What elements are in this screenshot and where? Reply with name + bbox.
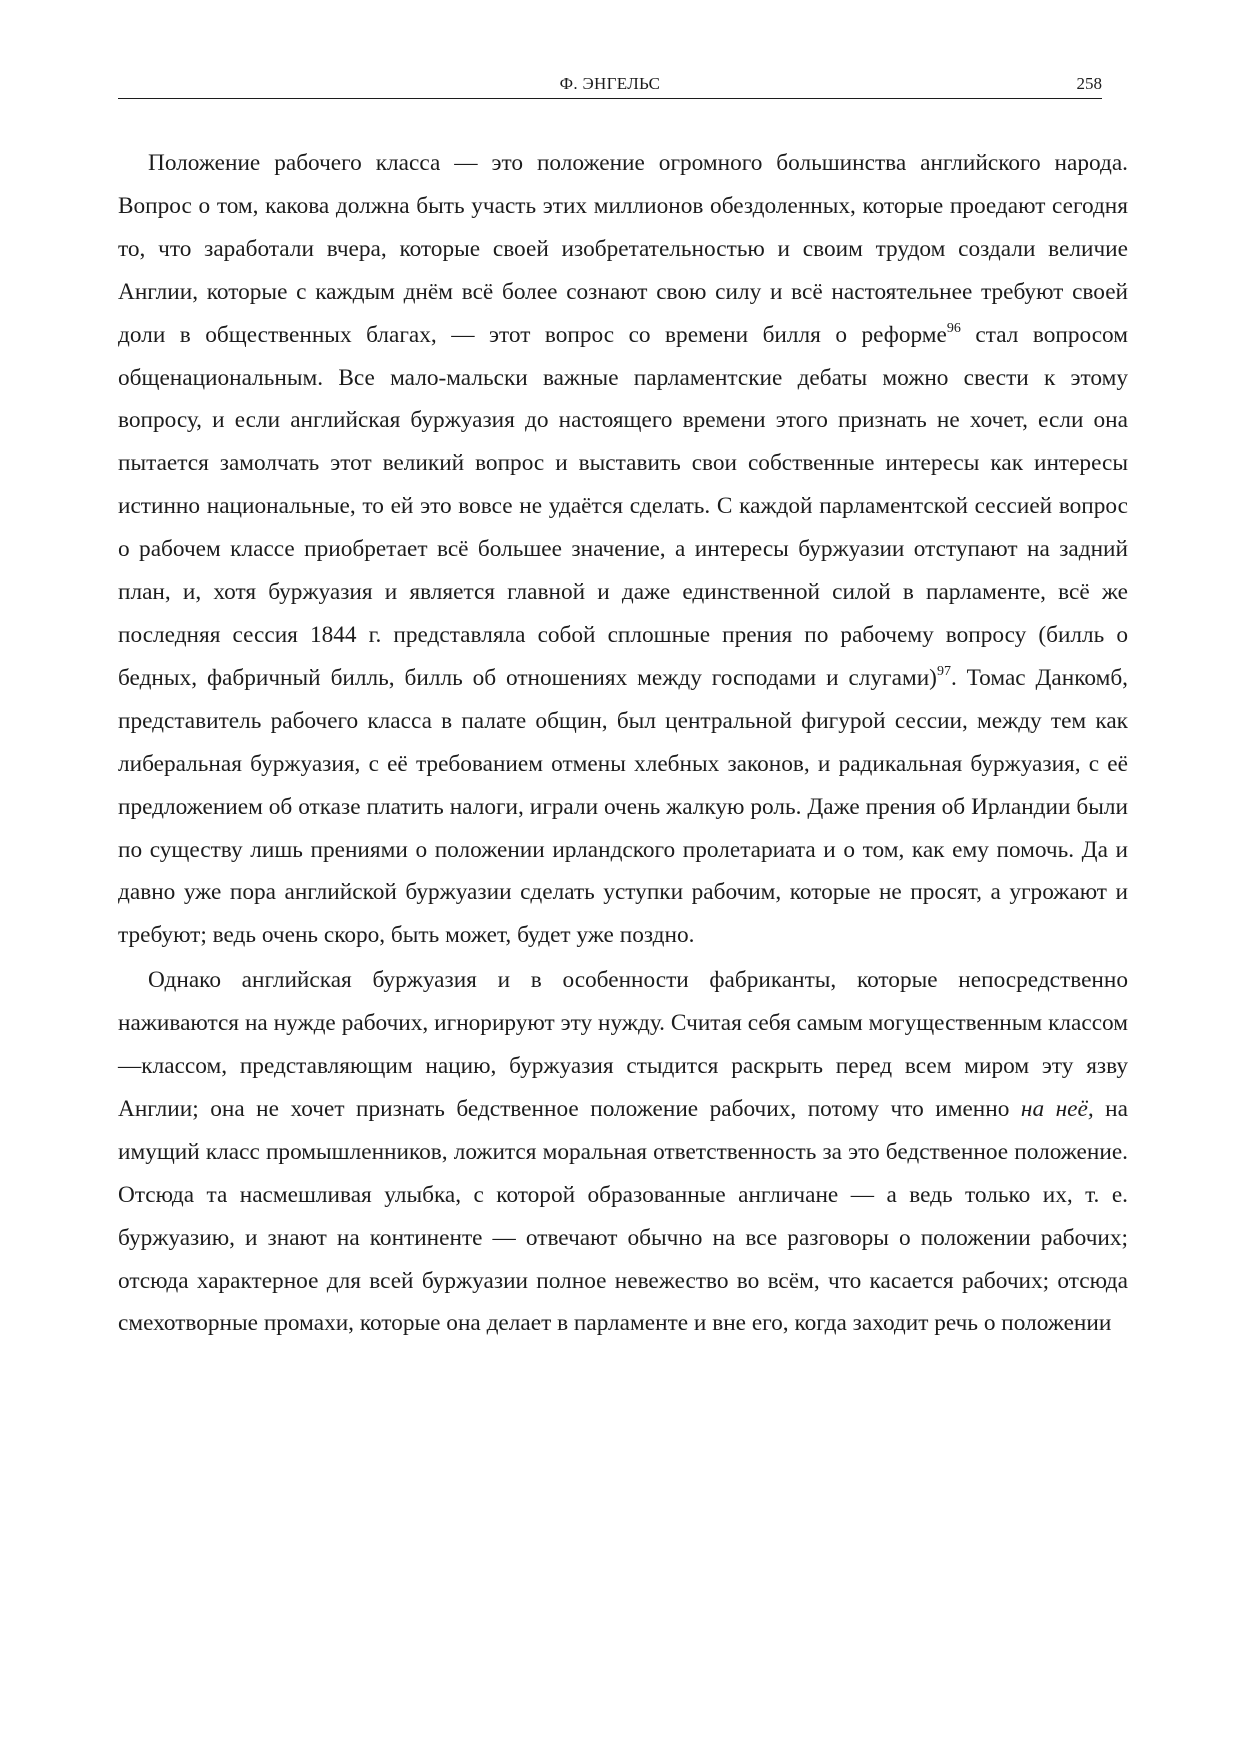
- body-text: [118, 142, 1128, 1345]
- running-header: [118, 70, 1102, 99]
- text-run: Однако английская буржуазия и в особенности фабриканты, которые непосредственно наживаются на нужде рабочих, игнорируют эту нужду. Считая себя самым могущественным классом—классом, представляющим нацию, буржуазия стыдится раскрыть перед всем миром эту язву Англии; она не хочет признать бедственное положение рабочих, потому что именно: [118, 967, 1128, 1122]
- paragraph-2: [118, 959, 1128, 1345]
- page-number: 258: [1076, 74, 1102, 93]
- text-run: на имущий класс промышленников, ложится моральная ответственность за это бедственное положение. Отсюда та насмешливая улыбка, с которой образованные англичане — а ведь только их, т. е. буржуазию, и знают на континенте — отвечают обычно на все разговоры о положении рабочих; отсюда характерное для всей буржуазии полное невежество во всём, что касается рабочих; отсюда смехотворные промахи, которые она делает в парламенте и вне его, когда заходит речь о положении: [118, 1095, 1128, 1337]
- text-run: стал вопросом общенациональным. Все мало-мальски важные парламентские дебаты можно свести к этому вопросу, и если английская буржуазия до настоящего времени этого признать не хочет, если она пытается замолчать этот великий вопрос и выставить свои собственные интересы как интересы истинно национальные, то ей это вовсе не удаётся сделать. С каждой парламентской сессией вопрос о рабочем классе приобретает всё большее значение, а интересы буржуазии отступают на задний план, и, хотя буржуазия и является главной и даже единственной силой в парламенте, всё же последняя сессия 1844 г. представляла собой сплошные прения по рабочему вопросу (билль о бедных, фабричный билль, билль об отношениях между господами и слугами): [118, 321, 1129, 691]
- footnote-ref-96: 96: [946, 320, 961, 336]
- footnote-ref-97: 97: [936, 663, 951, 679]
- running-title: Ф. ЭНГЕЛЬС: [559, 74, 661, 93]
- emphasized-text: на неё,: [1020, 1095, 1094, 1122]
- paragraph-1: [118, 142, 1128, 957]
- text-run: Положение рабочего класса — это положение огромного большинства английского народа. Вопрос о том, какова должна быть участь этих миллионов обездоленных, которые проедают сегодня то, что заработали вчера, которые своей изобретательностью и своим трудом создали величие Англии, которые с каждым днём всё более сознают свою силу и всё настоятельнее требуют своей доли в общественных благах, — этот вопрос со времени билля о реформе: [118, 150, 1128, 348]
- text-run: . Томас Данкомб, представитель рабочего класса в палате общин, был центральной фигурой сессии, между тем как либеральная буржуазия, с её требованием отмены хлебных законов, и радикальная буржуазия, с её предложением об отказе платить налоги, играли очень жалкую роль. Даже прения об Ирландии были по существу лишь прениями о положении ирландского пролетариата и о том, как ему помочь. Да и давно уже пора английской буржуазии сделать уступки рабочим, которые не просят, а угрожают и требуют; ведь очень скоро, быть может, будет уже поздно.: [118, 664, 1128, 949]
